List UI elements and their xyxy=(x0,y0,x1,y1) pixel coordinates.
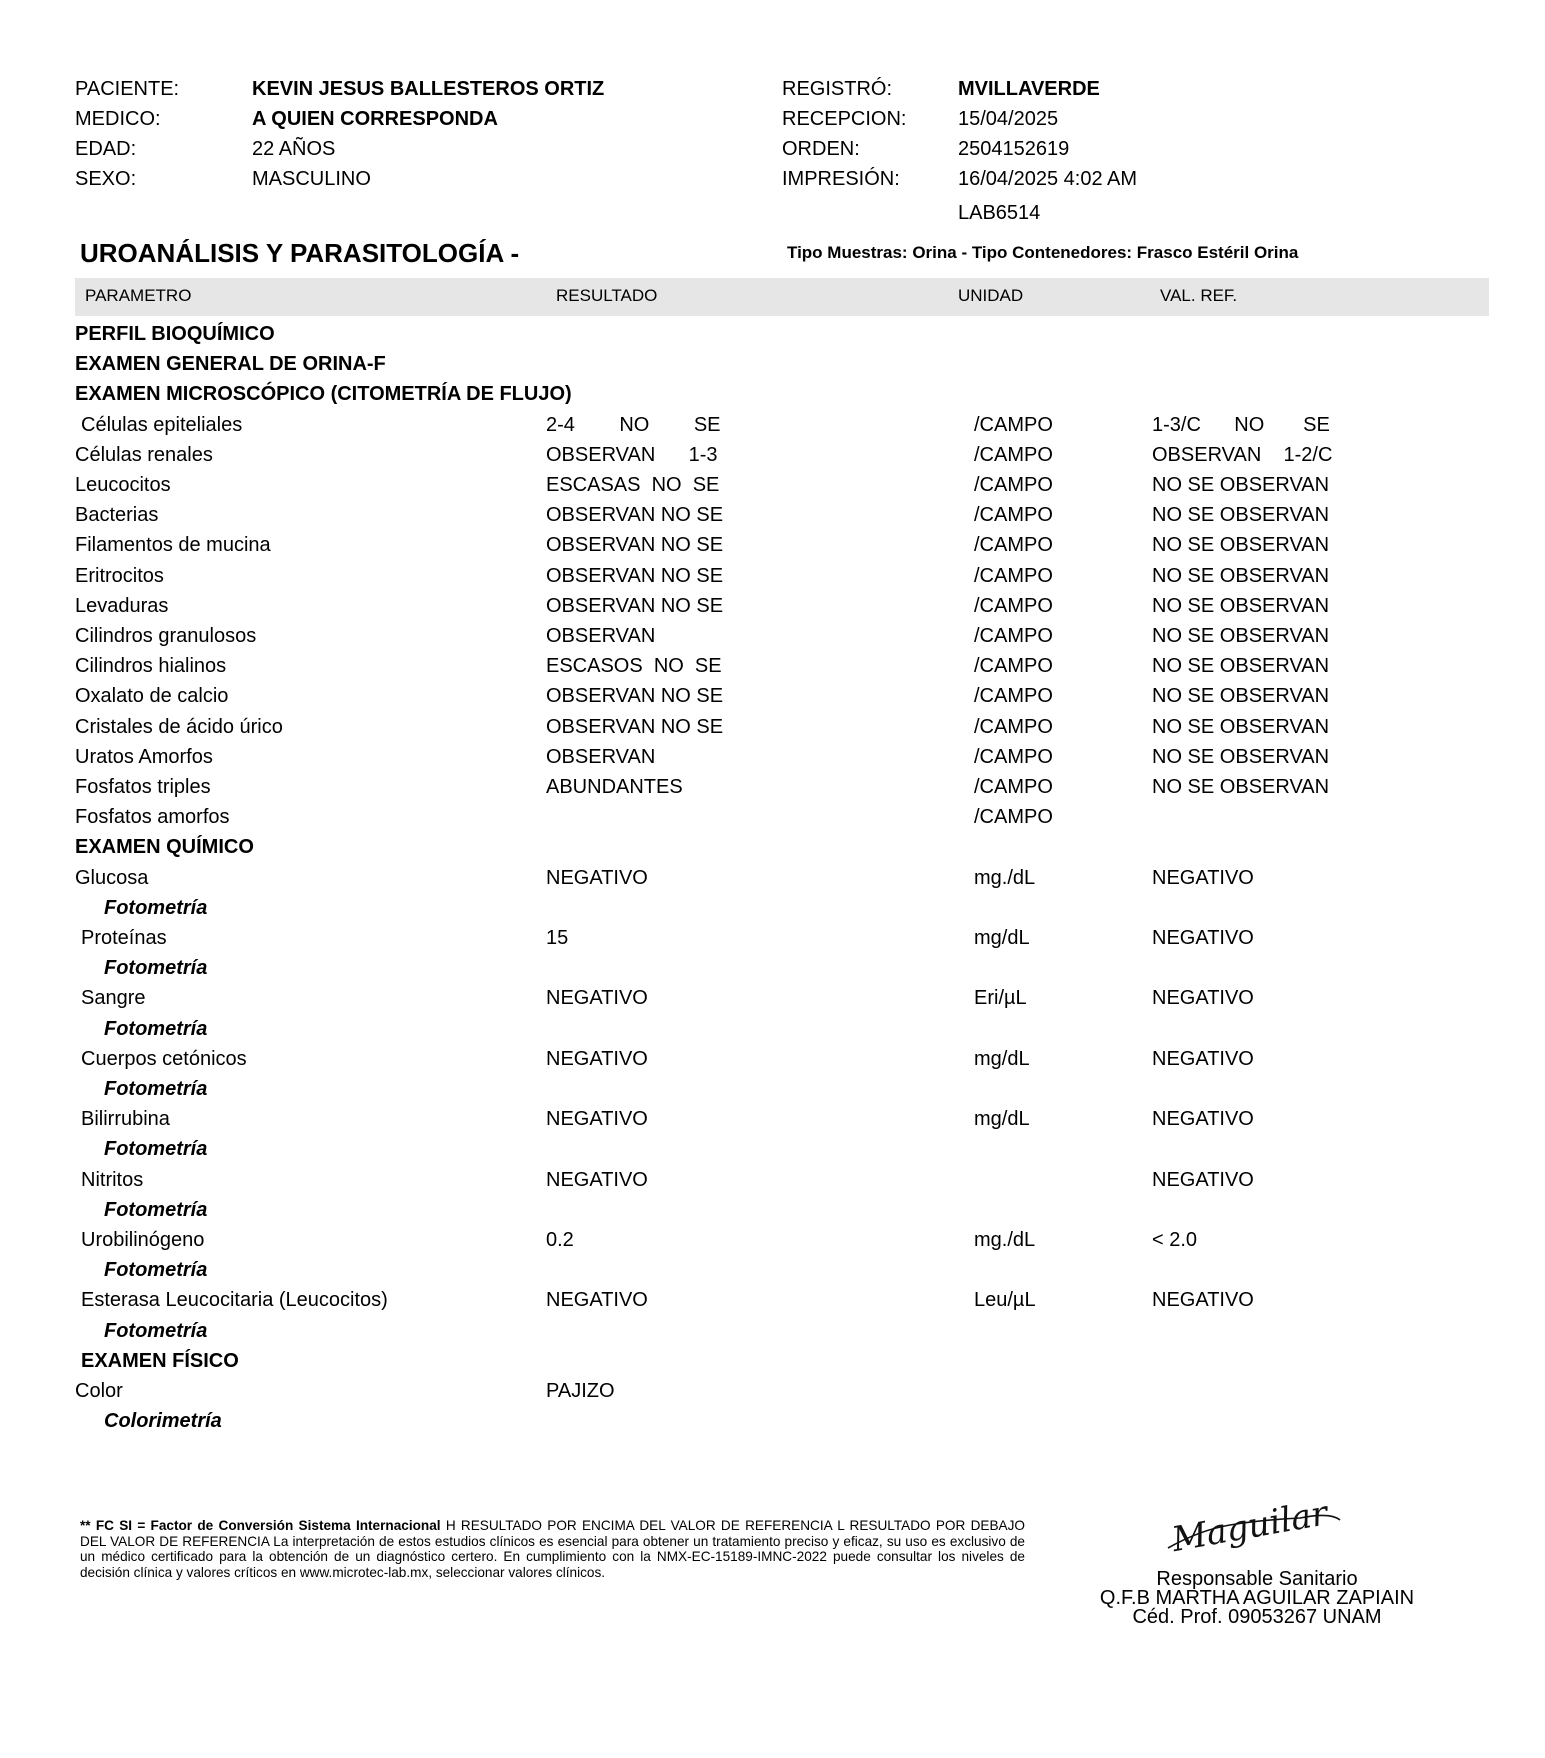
param-name: Fosfatos triples xyxy=(75,776,211,798)
sample-type: Tipo Muestras: Orina - Tipo Contenedores: Frasco Estéril Orina xyxy=(787,243,1299,262)
unit-value: mg/dL xyxy=(974,927,1030,949)
table-row xyxy=(0,655,1545,683)
param-name: Cuerpos cetónicos xyxy=(81,1047,247,1070)
param-name: Células epiteliales xyxy=(81,413,243,436)
col-header-unidad: UNIDAD xyxy=(958,286,1024,305)
info-value: KEVIN JESUS BALLESTEROS ORTIZ xyxy=(252,78,605,100)
section-heading: PERFIL BIOQUÍMICO xyxy=(75,323,275,345)
method-label: Fotometría xyxy=(104,1259,208,1282)
section-title: UROANÁLISIS Y PARASITOLOGÍA - xyxy=(80,238,520,268)
method-label: Fotometría xyxy=(104,1319,208,1342)
table-row xyxy=(0,776,1545,804)
table-row xyxy=(0,1259,1545,1287)
result-value: OBSERVAN NO SE xyxy=(546,564,724,587)
table-row xyxy=(0,1229,1545,1257)
unit-value: /CAMPO xyxy=(974,806,1053,829)
table-row xyxy=(0,353,1545,381)
info-label: REGISTRÓ: xyxy=(782,78,893,100)
table-row xyxy=(0,806,1545,834)
table-row xyxy=(0,957,1545,985)
unit-value: /CAMPO xyxy=(974,413,1053,436)
result-value: 2-4 NO SE xyxy=(546,413,721,436)
table-row xyxy=(0,504,1545,532)
unit-value: mg./dL xyxy=(974,866,1036,889)
col-header-valref: VAL. REF. xyxy=(1160,286,1238,305)
reference-value: NEGATIVO xyxy=(1152,987,1254,1010)
signature xyxy=(1160,1490,1360,1560)
param-name: Esterasa Leucocitaria (Leucocitos) xyxy=(81,1289,388,1312)
param-name: Bacterias xyxy=(75,504,159,527)
info-value: MASCULINO xyxy=(252,168,371,190)
table-row xyxy=(0,383,1545,411)
info-label: PACIENTE: xyxy=(75,78,180,100)
result-value: NEGATIVO xyxy=(546,1289,648,1312)
info-label: EDAD: xyxy=(75,138,137,160)
result-value: 0.2 xyxy=(546,1229,574,1251)
method-label: Colorimetría xyxy=(104,1410,222,1433)
table-row xyxy=(0,1018,1545,1046)
table-row xyxy=(0,927,1545,955)
signature-graphic xyxy=(1160,1490,1360,1560)
info-label: IMPRESIÓN: xyxy=(782,168,900,190)
param-name: Proteínas xyxy=(81,927,167,949)
table-row xyxy=(0,987,1545,1015)
info-label: SEXO: xyxy=(75,168,137,190)
info-value: A QUIEN CORRESPONDA xyxy=(252,108,498,130)
reference-value: NEGATIVO xyxy=(1152,1108,1254,1131)
param-name: Cristales de ácido úrico xyxy=(75,715,283,738)
unit-value: /CAMPO xyxy=(974,655,1053,678)
unit-value: /CAMPO xyxy=(974,534,1053,557)
info-value: 16/04/2025 4:02 AM xyxy=(958,168,1138,190)
result-value: OBSERVAN NO SE xyxy=(546,504,724,527)
unit-value: /CAMPO xyxy=(974,594,1053,617)
unit-value: /CAMPO xyxy=(974,715,1053,738)
method-label: Fotometría xyxy=(104,1138,208,1161)
unit-value: mg/dL xyxy=(974,1047,1030,1070)
unit-value: /CAMPO xyxy=(974,474,1053,496)
table-header xyxy=(75,278,1489,316)
reference-value: NEGATIVO xyxy=(1152,1168,1254,1191)
table-row xyxy=(0,444,1545,472)
reference-value: OBSERVAN 1-2/C xyxy=(1152,443,1333,466)
param-name: Filamentos de mucina xyxy=(75,534,271,557)
unit-value: /CAMPO xyxy=(974,685,1053,708)
result-value: OBSERVAN xyxy=(546,745,656,768)
unit-value: /CAMPO xyxy=(974,745,1053,768)
param-name: Fosfatos amorfos xyxy=(75,806,230,829)
signer-role: Responsable Sanitario xyxy=(1156,1568,1358,1590)
table-row xyxy=(0,565,1545,593)
result-value: NEGATIVO xyxy=(546,1168,648,1191)
reference-value: NO SE OBSERVAN xyxy=(1152,564,1330,587)
table-row xyxy=(0,1169,1545,1197)
method-label: Fotometría xyxy=(104,1017,208,1040)
result-value: OBSERVAN xyxy=(546,625,656,647)
result-value: OBSERVAN NO SE xyxy=(546,715,724,738)
reference-value: NO SE OBSERVAN xyxy=(1152,685,1330,708)
footer-note-bold: ** FC SI = Factor de Conversión Sistema Internacional xyxy=(80,1518,441,1533)
info-value: MVILLAVERDE xyxy=(958,78,1100,100)
result-value: PAJIZO xyxy=(546,1380,615,1402)
col-header-parametro: PARAMETRO xyxy=(85,286,192,305)
section-heading: EXAMEN MICROSCÓPICO (CITOMETRÍA DE FLUJO) xyxy=(75,383,572,406)
unit-value: /CAMPO xyxy=(974,776,1053,798)
table-row xyxy=(0,534,1545,562)
unit-value: mg/dL xyxy=(974,1108,1030,1131)
result-value: NEGATIVO xyxy=(546,987,648,1010)
param-name: Eritrocitos xyxy=(75,564,164,587)
param-name: Sangre xyxy=(81,987,146,1010)
reference-value: NEGATIVO xyxy=(1152,927,1254,949)
result-value: ESCASAS NO SE xyxy=(546,474,720,496)
section-heading: EXAMEN QUÍMICO xyxy=(75,836,254,859)
table-row xyxy=(0,414,1545,442)
param-name: Cilindros granulosos xyxy=(75,625,257,647)
param-name: Levaduras xyxy=(75,594,169,617)
info-value: 2504152619 xyxy=(958,138,1070,160)
table-row xyxy=(0,716,1545,744)
reference-value: NO SE OBSERVAN xyxy=(1152,776,1330,798)
method-label: Fotometría xyxy=(104,957,208,980)
table-row xyxy=(0,1320,1545,1348)
footer-note-text: H RESULTADO POR ENCIMA DEL VALOR DE REFERENCIA L RESULTADO POR DEBAJO DEL VALOR DE REFERENCIA La interpretación de estos estudios clínicos es esencial para obtener un tratamiento preciso y eficaz, su uso es exclusivo de un médico certificado para la obtención de un diagnóstico certero. En cumplimiento con la NMX-EC-15189-IMNC-2022 puede consultar los niveles de decisión clínica y valores críticos en www.microtec-lab.mx, seleccionar valores clínicos. xyxy=(80,1518,1025,1580)
reference-value: NO SE OBSERVAN xyxy=(1152,745,1330,768)
signature-text: Maguilar xyxy=(1168,1493,1331,1560)
param-name: Oxalato de calcio xyxy=(75,685,229,708)
result-value: NEGATIVO xyxy=(546,1108,648,1131)
info-value: 22 AÑOS xyxy=(252,138,336,160)
table-row xyxy=(0,836,1545,864)
table-row xyxy=(0,323,1545,351)
reference-value: NO SE OBSERVAN xyxy=(1152,534,1330,557)
param-name: Uratos Amorfos xyxy=(75,745,213,768)
unit-value: /CAMPO xyxy=(974,564,1053,587)
param-name: Cilindros hialinos xyxy=(75,655,227,678)
lab-code: LAB6514 xyxy=(958,202,1041,224)
table-row xyxy=(0,1199,1545,1227)
unit-value: mg./dL xyxy=(974,1229,1036,1251)
reference-value: NO SE OBSERVAN xyxy=(1152,655,1330,678)
table-row xyxy=(0,595,1545,623)
reference-value: NO SE OBSERVAN xyxy=(1152,715,1330,738)
result-value: NEGATIVO xyxy=(546,1047,648,1070)
reference-value: NO SE OBSERVAN xyxy=(1152,625,1330,647)
param-name: Glucosa xyxy=(75,866,149,889)
reference-value: NEGATIVO xyxy=(1152,1047,1254,1070)
table-row xyxy=(0,897,1545,925)
table-row xyxy=(0,1289,1545,1317)
footer-note xyxy=(80,1518,1025,1580)
info-label: ORDEN: xyxy=(782,138,860,160)
unit-value: /CAMPO xyxy=(974,443,1053,466)
info-label: RECEPCION: xyxy=(782,108,907,130)
reference-value: NEGATIVO xyxy=(1152,1289,1254,1312)
param-name: Color xyxy=(75,1380,123,1402)
param-name: Bilirrubina xyxy=(81,1108,170,1131)
param-name: Leucocitos xyxy=(75,474,171,496)
unit-value: Eri/µL xyxy=(974,987,1027,1010)
signer-name: Q.F.B MARTHA AGUILAR ZAPIAIN xyxy=(1099,1587,1415,1609)
result-value: 15 xyxy=(546,927,569,949)
table-row xyxy=(0,1048,1545,1076)
unit-value: /CAMPO xyxy=(974,504,1053,527)
reference-value: 1-3/C NO SE xyxy=(1152,413,1330,436)
method-label: Fotometría xyxy=(104,1078,208,1100)
reference-value: NO SE OBSERVAN xyxy=(1152,474,1330,496)
result-value: OBSERVAN NO SE xyxy=(546,594,724,617)
result-value: ESCASOS NO SE xyxy=(546,655,722,678)
table-row xyxy=(0,1078,1545,1106)
table-row xyxy=(0,625,1545,653)
result-value: ABUNDANTES xyxy=(546,776,683,798)
unit-value: Leu/µL xyxy=(974,1289,1036,1312)
info-label: MEDICO: xyxy=(75,108,161,130)
reference-value: NEGATIVO xyxy=(1152,866,1254,889)
param-name: Nitritos xyxy=(81,1168,144,1191)
result-value: OBSERVAN 1-3 xyxy=(546,443,718,466)
signer-license: Céd. Prof. 09053267 UNAM xyxy=(1132,1606,1382,1628)
table-row xyxy=(0,1410,1545,1438)
table-row xyxy=(0,474,1545,502)
table-row xyxy=(0,1350,1545,1378)
reference-value: < 2.0 xyxy=(1152,1229,1198,1251)
table-row xyxy=(0,1108,1545,1136)
table-row xyxy=(0,1380,1545,1408)
reference-value: NO SE OBSERVAN xyxy=(1152,504,1330,527)
result-value: NEGATIVO xyxy=(546,866,648,889)
table-row xyxy=(0,685,1545,713)
result-value: OBSERVAN NO SE xyxy=(546,685,724,708)
info-value: 15/04/2025 xyxy=(958,108,1059,130)
unit-value: /CAMPO xyxy=(974,625,1053,647)
reference-value: NO SE OBSERVAN xyxy=(1152,594,1330,617)
method-label: Fotometría xyxy=(104,896,208,919)
result-value: OBSERVAN NO SE xyxy=(546,534,724,557)
table-row xyxy=(0,867,1545,895)
table-row xyxy=(0,1138,1545,1166)
table-row xyxy=(0,746,1545,774)
section-heading: EXAMEN GENERAL DE ORINA-F xyxy=(75,353,386,376)
method-label: Fotometría xyxy=(104,1198,208,1221)
section-heading: EXAMEN FÍSICO xyxy=(81,1349,239,1372)
col-header-resultado: RESULTADO xyxy=(556,286,658,305)
param-name: Urobilinógeno xyxy=(81,1229,205,1251)
param-name: Células renales xyxy=(75,443,213,466)
